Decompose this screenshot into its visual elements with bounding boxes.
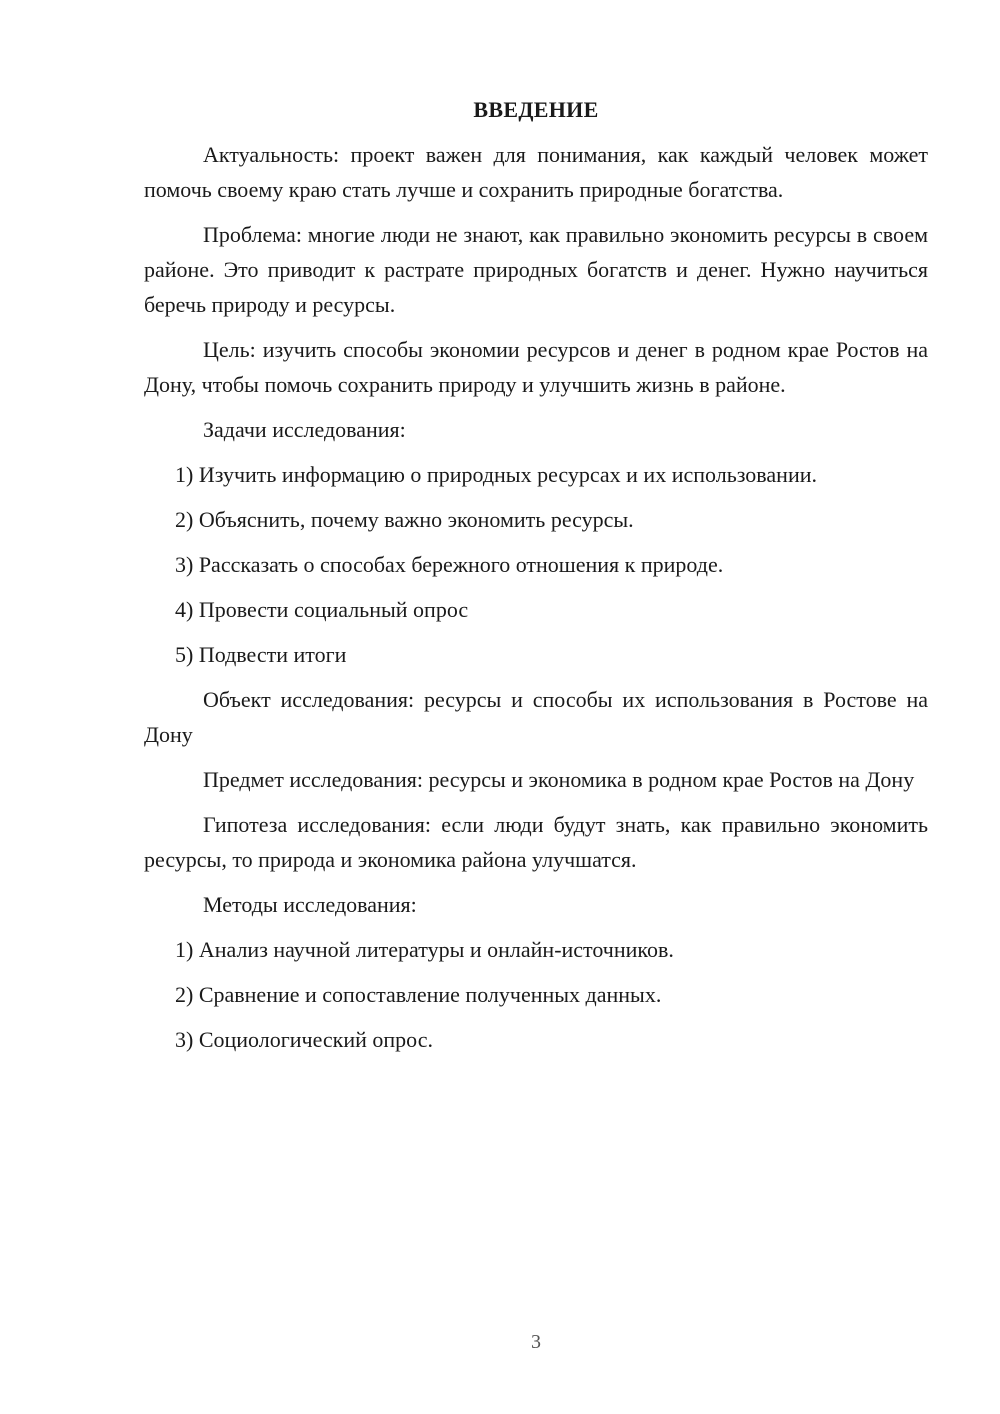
goal-paragraph: Цель: изучить способы экономии ресурсов и денег в родном крае Ростов на Дону, чтобы помочь сохранить природу и улучшить жизнь в районе. bbox=[144, 337, 928, 397]
tasks-heading: Задачи исследования: bbox=[203, 417, 406, 442]
methods-heading: Методы исследования: bbox=[203, 892, 417, 917]
list-item: 5) Подвести итоги bbox=[175, 642, 347, 667]
list-item: 3) Социологический опрос. bbox=[175, 1027, 433, 1052]
document-page bbox=[144, 92, 928, 1067]
relevance-paragraph: Актуальность: проект важен для понимания, как каждый человек может помочь своему краю стать лучше и сохранить природные богатства. bbox=[144, 142, 928, 202]
object-paragraph: Объект исследования: ресурсы и способы их использования в Ростове на Дону bbox=[144, 687, 928, 747]
list-item: 2) Объяснить, почему важно экономить ресурсы. bbox=[175, 507, 634, 532]
page-title: ВВЕДЕНИЕ bbox=[473, 97, 599, 122]
list-item: 4) Провести социальный опрос bbox=[175, 597, 469, 622]
tasks-list bbox=[144, 457, 928, 672]
methods-list bbox=[144, 932, 928, 1057]
page-number: 3 bbox=[531, 1331, 541, 1353]
problem-paragraph: Проблема: многие люди не знают, как правильно экономить ресурсы в своем районе. Это приводит к растрате природных богатств и денег. Нужно научиться беречь природу и ресурсы. bbox=[144, 222, 928, 317]
list-item: 1) Анализ научной литературы и онлайн-источников. bbox=[175, 937, 674, 962]
list-item: 2) Сравнение и сопоставление полученных данных. bbox=[175, 982, 662, 1007]
subject-paragraph: Предмет исследования: ресурсы и экономика в родном крае Ростов на Дону bbox=[203, 767, 915, 792]
list-item: 3) Рассказать о способах бережного отношения к природе. bbox=[175, 552, 724, 577]
list-item: 1) Изучить информацию о природных ресурсах и их использовании. bbox=[175, 462, 817, 487]
hypothesis-paragraph: Гипотеза исследования: если люди будут знать, как правильно экономить ресурсы, то природа и экономика района улучшатся. bbox=[144, 812, 928, 872]
